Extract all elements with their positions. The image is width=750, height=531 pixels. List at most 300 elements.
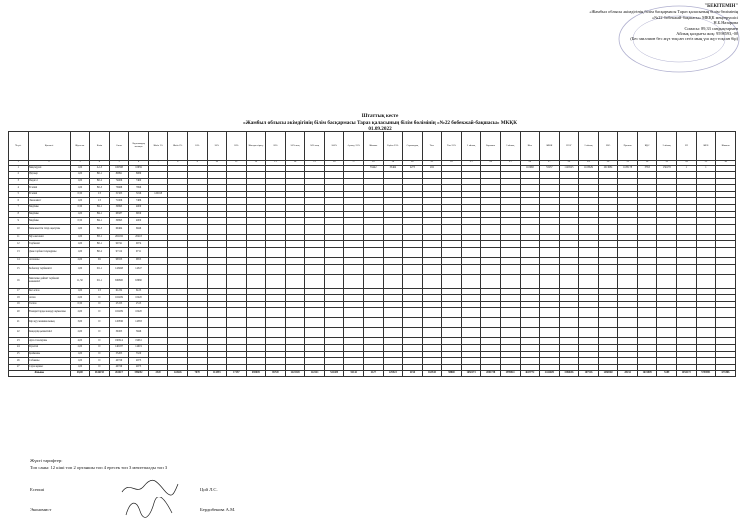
row-value (403, 328, 423, 338)
title-date: 01.09.2022 (368, 126, 392, 132)
column-number-cell: 34 (677, 161, 697, 166)
row-value (716, 224, 736, 234)
row-position: Таспаз (28, 301, 70, 308)
row-value (364, 234, 384, 241)
row-value (500, 328, 520, 338)
row-value (716, 308, 736, 318)
row-value (305, 358, 325, 365)
row-value (305, 301, 325, 308)
row-value (207, 318, 227, 328)
row-value (285, 358, 305, 365)
row-value (598, 205, 618, 212)
row-value (637, 198, 657, 205)
row-position: Медбике (28, 205, 70, 212)
row-value (324, 364, 344, 371)
row-value (696, 191, 716, 198)
row-value (716, 185, 736, 192)
row-value (540, 288, 560, 295)
row-value (285, 211, 305, 218)
row-value (266, 264, 286, 274)
total-value: 5758591 (696, 371, 716, 377)
row-value: D1-1 (90, 274, 110, 288)
row-value (285, 172, 305, 179)
row-value (500, 338, 520, 345)
row-value (246, 364, 266, 371)
approval-director: Н.Б.Назарова (713, 20, 738, 26)
row-value (324, 185, 344, 192)
total-value: 98800 (442, 371, 462, 377)
row-value (364, 218, 384, 225)
row-value (207, 295, 227, 302)
row-value (285, 218, 305, 225)
row-value (305, 351, 325, 358)
signature-economist-name: Бердибекова А.М. (200, 507, 236, 512)
row-value (207, 205, 227, 212)
row-value (442, 165, 462, 172)
row-value (168, 234, 188, 241)
row-value (246, 248, 266, 258)
row-value (168, 178, 188, 185)
row-value (500, 301, 520, 308)
row-value (227, 338, 247, 345)
row-value (364, 274, 384, 288)
row-value (677, 258, 697, 265)
row-value (500, 264, 520, 274)
row-value (187, 241, 207, 248)
row-value (285, 364, 305, 371)
row-value: 63680 (129, 274, 149, 288)
table-row (9, 191, 736, 198)
row-value (422, 258, 442, 265)
row-value (618, 308, 638, 318)
header-cell: 10% (187, 132, 207, 161)
row-position: Мектепке дейінгі тәрбиеші көмекшісі (28, 274, 70, 288)
row-position: Муз.жетекші (28, 234, 70, 241)
header-cell: Премия (618, 132, 638, 161)
row-number: 4 (9, 185, 29, 192)
row-value (305, 248, 325, 258)
row-value (461, 248, 481, 258)
row-value (187, 172, 207, 179)
row-value (618, 288, 638, 295)
row-value (344, 258, 364, 265)
row-value (677, 211, 697, 218)
row-value (344, 351, 364, 358)
row-value (168, 172, 188, 179)
row-value (559, 351, 579, 358)
row-value (305, 185, 325, 192)
row-number: 27 (9, 364, 29, 371)
row-value (227, 198, 247, 205)
row-value (344, 211, 364, 218)
row-value: 35442 (364, 165, 384, 172)
row-value (520, 224, 540, 234)
header-cell: Жүктеме (70, 132, 90, 161)
row-value (520, 295, 540, 302)
row-position: Қоймашы (28, 351, 70, 358)
row-value (187, 258, 207, 265)
row-value (677, 234, 697, 241)
total-value: 695005 (246, 371, 266, 377)
row-value (246, 301, 266, 308)
row-value (637, 338, 657, 345)
row-value (481, 274, 501, 288)
row-value: B2-2 (90, 178, 110, 185)
row-value (677, 224, 697, 234)
row-value (618, 301, 638, 308)
row-value (500, 295, 520, 302)
row-value (637, 191, 657, 198)
total-value: 2127 (364, 371, 384, 377)
row-value (540, 218, 560, 225)
column-number-cell: 25 (500, 161, 520, 166)
row-value (168, 224, 188, 234)
row-value (227, 211, 247, 218)
row-value (148, 338, 168, 345)
table-row (9, 172, 736, 179)
row-value (148, 165, 168, 172)
row-value (716, 211, 736, 218)
row-value (637, 318, 657, 328)
row-value (403, 288, 423, 295)
row-value: 9711 (129, 248, 149, 258)
row-value: 102209 (109, 308, 129, 318)
table-row (9, 345, 736, 352)
row-value (168, 301, 188, 308)
row-value (246, 218, 266, 225)
column-number-cell: 12 (246, 161, 266, 166)
row-value (579, 248, 599, 258)
row-value (344, 274, 364, 288)
row-value: 3763 (637, 165, 657, 172)
row-value (461, 258, 481, 265)
row-value: B2-1 (90, 172, 110, 179)
row-number: 12 (9, 241, 29, 248)
row-value (716, 295, 736, 302)
row-value (500, 198, 520, 205)
row-value (148, 318, 168, 328)
row-value (657, 241, 677, 248)
row-value (579, 224, 599, 234)
row-value (187, 308, 207, 318)
row-value (481, 338, 501, 345)
row-number: 7 (9, 205, 29, 212)
row-position: Сабакшы (28, 358, 70, 365)
total-value: 1650173 (461, 371, 481, 377)
table-row (9, 264, 736, 274)
row-value: C3 (90, 198, 110, 205)
row-value (559, 264, 579, 274)
row-value (305, 308, 325, 318)
total-value: 122626 (168, 371, 188, 377)
row-value (187, 274, 207, 288)
row-value: 1,00 (70, 211, 90, 218)
row-value (481, 211, 501, 218)
row-value: 90741 (109, 241, 129, 248)
row-value (677, 288, 697, 295)
table-row (9, 364, 736, 371)
row-value (422, 191, 442, 198)
row-value (481, 198, 501, 205)
row-value (540, 198, 560, 205)
row-value: 143468 (109, 264, 129, 274)
row-value (559, 364, 579, 371)
row-value (364, 211, 384, 218)
header-cell: 2 айлық (657, 132, 677, 161)
row-value (324, 318, 344, 328)
row-value (540, 185, 560, 192)
table-row (9, 211, 736, 218)
row-value (324, 224, 344, 234)
row-value (422, 328, 442, 338)
row-value (187, 185, 207, 192)
total-value: 107516 (579, 371, 599, 377)
row-value (500, 185, 520, 192)
row-value (148, 288, 168, 295)
row-value (481, 224, 501, 234)
total-value: 28234 (618, 371, 638, 377)
row-value (422, 351, 442, 358)
row-value (618, 198, 638, 205)
row-value (461, 205, 481, 212)
row-value (305, 172, 325, 179)
row-value (344, 241, 364, 248)
row-value (637, 178, 657, 185)
row-value (520, 218, 540, 225)
row-value (520, 318, 540, 328)
table-row (9, 218, 736, 225)
row-value (500, 258, 520, 265)
row-value (716, 274, 736, 288)
column-number-cell: 29 (579, 161, 599, 166)
row-value (364, 224, 384, 234)
row-value (618, 178, 638, 185)
total-value: 2999811 (500, 371, 520, 377)
row-value (227, 318, 247, 328)
row-number: 26 (9, 358, 29, 365)
row-value (442, 258, 462, 265)
row-value: А1-3 (90, 165, 110, 172)
header-cell: Еңбек 25% (383, 132, 403, 161)
row-value: 1,00 (70, 264, 90, 274)
row-value (324, 351, 344, 358)
row-value (461, 274, 481, 288)
row-value (579, 234, 599, 241)
row-value (266, 172, 286, 179)
row-value (657, 185, 677, 192)
header-cell: 3 айлық (500, 132, 520, 161)
row-value (187, 301, 207, 308)
row-value (657, 172, 677, 179)
total-row (9, 371, 736, 377)
row-value: 5520 (129, 351, 149, 358)
row-value (227, 172, 247, 179)
header-cell: Топ. (422, 132, 442, 161)
row-value (344, 318, 364, 328)
row-value (520, 258, 540, 265)
row-value (266, 295, 286, 302)
row-position: Аула тазалаушы (28, 338, 70, 345)
row-value (618, 191, 638, 198)
row-value (579, 364, 599, 371)
row-value (285, 198, 305, 205)
approval-heading: "БЕКІТЕМІН" (704, 4, 738, 9)
row-value (285, 295, 305, 302)
row-value (187, 248, 207, 258)
row-value (227, 351, 247, 358)
row-value (403, 318, 423, 328)
row-value (540, 205, 560, 212)
row-value: 156178 (657, 165, 677, 172)
row-value (383, 185, 403, 192)
row-value (266, 248, 286, 258)
row-value (246, 288, 266, 295)
row-value (657, 224, 677, 234)
row-value (637, 288, 657, 295)
row-value: 1,00 (70, 234, 90, 241)
row-value (324, 345, 344, 352)
row-value (305, 234, 325, 241)
row-value (383, 301, 403, 308)
row-value (520, 351, 540, 358)
row-value: B2-1 (90, 241, 110, 248)
row-value (579, 295, 599, 302)
row-value (657, 248, 677, 258)
staffing-table (8, 131, 736, 377)
row-value (266, 351, 286, 358)
row-value (403, 234, 423, 241)
total-value: 17157 (227, 371, 247, 377)
row-number: 5 (9, 191, 29, 198)
row-value (324, 274, 344, 288)
row-value (598, 308, 618, 318)
column-number-cell: 36 (716, 161, 736, 166)
row-value (618, 185, 638, 192)
row-value (305, 165, 325, 172)
row-value: 110668 (520, 165, 540, 172)
row-value (716, 264, 736, 274)
row-value: B4-1 (90, 211, 110, 218)
row-number: 3 (9, 178, 29, 185)
row-value (422, 288, 442, 295)
header-cell: Барлығы (481, 132, 501, 161)
row-value (168, 211, 188, 218)
row-value (246, 172, 266, 179)
row-position: Кір жуу машинасының (28, 318, 70, 328)
row-value: 7696 (129, 185, 149, 192)
row-value: 80891 (109, 172, 129, 179)
row-value (383, 234, 403, 241)
row-value (540, 248, 560, 258)
row-value: 96553 (109, 258, 129, 265)
row-value (187, 218, 207, 225)
row-value: D (90, 351, 110, 358)
row-value (579, 301, 599, 308)
row-value (227, 308, 247, 318)
row-value (637, 172, 657, 179)
row-value (559, 172, 579, 179)
row-value (618, 211, 638, 218)
row-value: 145836 (109, 318, 129, 328)
row-value (657, 258, 677, 265)
row-position: Әдіскер (28, 172, 70, 179)
column-number-cell: 6 (129, 161, 149, 166)
row-number: 15 (9, 264, 29, 274)
header-cell: № р/с (9, 132, 29, 161)
row-value (540, 358, 560, 365)
row-value (520, 345, 540, 352)
row-value (403, 358, 423, 365)
row-value (207, 301, 227, 308)
row-value (285, 338, 305, 345)
row-value (207, 248, 227, 258)
row-value (148, 248, 168, 258)
row-value (461, 178, 481, 185)
approval-block (548, 4, 738, 42)
row-value (637, 264, 657, 274)
row-value (344, 248, 364, 258)
table-row (9, 301, 736, 308)
row-value (442, 295, 462, 302)
row-value (364, 328, 384, 338)
row-value (500, 241, 520, 248)
row-value: 0,50 (70, 218, 90, 225)
row-value (696, 205, 716, 212)
signature-economist-role: Экономист (30, 507, 52, 512)
row-value (324, 308, 344, 318)
document-title (200, 113, 560, 133)
row-value (716, 218, 736, 225)
row-value (696, 345, 716, 352)
row-value (227, 258, 247, 265)
row-value (305, 241, 325, 248)
row-value (637, 224, 657, 234)
row-value (364, 205, 384, 212)
group-counts: Топ саны: 12 кіші топ 2 ортаншы топ 4 ересек топ 3 мектепалды топ 3 (30, 465, 168, 470)
row-value: D (90, 328, 110, 338)
row-value (187, 345, 207, 352)
table-row (9, 248, 736, 258)
header-cell: 100% (324, 132, 344, 161)
row-value (677, 364, 697, 371)
row-value (364, 308, 384, 318)
row-value (285, 328, 305, 338)
row-value (481, 264, 501, 274)
row-value (540, 224, 560, 234)
row-value (559, 318, 579, 328)
row-value: 1,00 (70, 198, 90, 205)
row-value (461, 165, 481, 172)
row-value (324, 234, 344, 241)
row-value (579, 185, 599, 192)
row-value (657, 318, 677, 328)
row-value (305, 218, 325, 225)
row-value (148, 178, 168, 185)
row-value (481, 328, 501, 338)
row-position: Кеңсерің қызметшісі (28, 328, 70, 338)
row-value: 0,50 (70, 191, 90, 198)
row-value (187, 234, 207, 241)
header-cell: Ауылд. 25% (344, 132, 364, 161)
row-value (716, 345, 736, 352)
row-value (285, 191, 305, 198)
row-value (324, 301, 344, 308)
row-value (559, 345, 579, 352)
row-value (696, 295, 716, 302)
row-value (266, 274, 286, 288)
total-units: 48,00 (70, 371, 90, 377)
row-value (716, 318, 736, 328)
